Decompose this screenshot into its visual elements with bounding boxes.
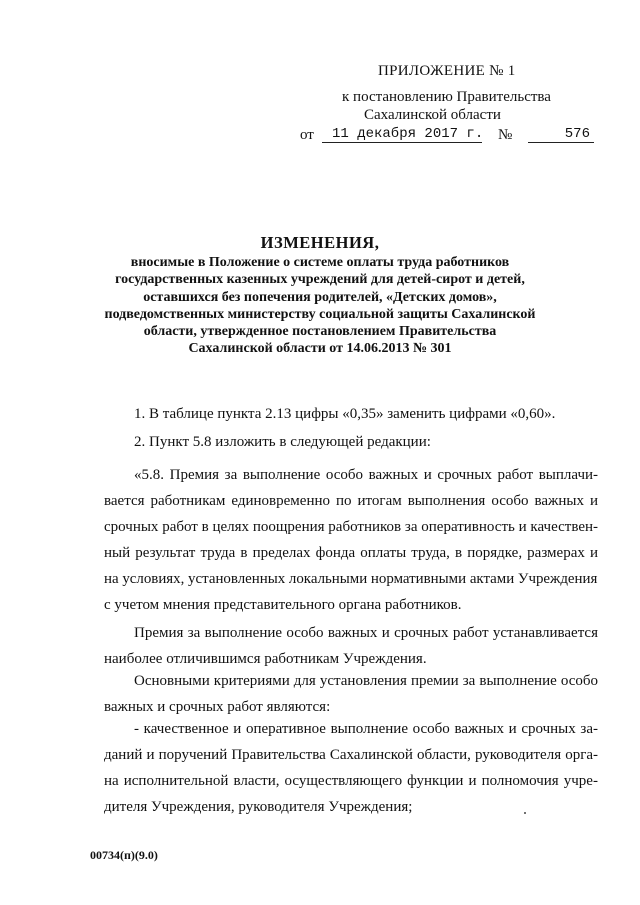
paragraph-5 — [104, 668, 598, 720]
line-text: на условиях, установленных локальными нормативными актами Учреждения — [104, 571, 598, 587]
line-text: важных и срочных работ являются: — [104, 699, 331, 715]
number-value: 576 — [528, 126, 594, 143]
line-text: наиболее отличившимся работникам Учреждения. — [104, 651, 427, 667]
paragraph-line — [104, 794, 598, 820]
heading-line: вносимые в Положение о системе оплаты труда работников — [130, 255, 510, 270]
appendix-title: ПРИЛОЖЕНИЕ № 1 — [378, 63, 516, 79]
heading-line: подведомственных министерству социальной защиты Сахалинской — [104, 306, 536, 322]
appendix-line-1: к постановлению Правительства — [342, 89, 551, 105]
paragraph-line — [104, 742, 598, 768]
heading-line: области, утвержденное постановлением Правительства — [143, 324, 497, 340]
heading-line: Сахалинской области от 14.06.2013 № 301 — [188, 341, 452, 357]
line-text: на исполнительной власти, осуществляющего функции и полномочия учре- — [104, 773, 598, 789]
date-prefix: от — [300, 127, 314, 143]
paragraph-1: 1. В таблице пункта 2.13 цифры «0,35» заменить цифрами «0,60». — [134, 406, 556, 422]
paragraph-line — [104, 592, 598, 618]
line-text: «5.8. Премия за выполнение особо важных и срочных работ выплачи- — [134, 467, 598, 483]
line-text: вается работникам единовременно по итогам выполнения особо важных и — [104, 493, 598, 509]
line-text: даний и поручений Правительства Сахалинской области, руководителя орга- — [104, 747, 598, 763]
line-text: с учетом мнения представительного органа работников. — [104, 597, 462, 613]
heading-line: оставшихся без попечения родителей, «Детских домов», — [143, 289, 497, 305]
number-sign: № — [498, 127, 513, 143]
heading-line: государственных казенных учреждений для детей-сирот и детей, — [115, 272, 525, 288]
line-text: срочных работ в целях поощрения работников за оперативность и качествен- — [104, 519, 598, 535]
paragraph-line — [104, 620, 598, 646]
line-text: Премия за выполнение особо важных и срочных работ устанавливается — [134, 625, 598, 641]
line-text: Основными критериями для установления премии за выполнение особо — [134, 673, 598, 689]
paragraph-line — [104, 488, 598, 514]
paragraph-line — [104, 514, 598, 540]
paragraph-line — [104, 768, 598, 794]
footer-code: 00734(п)(9.0) — [90, 848, 158, 862]
document-heading — [80, 232, 560, 358]
paragraph-line — [104, 668, 598, 694]
date-value: 11 декабря 2017 г. — [322, 126, 482, 143]
line-text: дителя Учреждения, руководителя Учреждения; — [104, 799, 413, 815]
paragraph-4 — [104, 620, 598, 672]
paragraph-3 — [104, 462, 598, 618]
heading-title: ИЗМЕНЕНИЯ, — [260, 233, 380, 252]
paragraph-line — [104, 566, 598, 592]
date-number-row — [300, 126, 600, 146]
paragraph-2: 2. Пункт 5.8 изложить в следующей редакции: — [134, 434, 431, 450]
paragraph-line — [104, 462, 598, 488]
paragraph-line — [104, 716, 598, 742]
paragraph-6 — [104, 716, 598, 820]
appendix-line-2: Сахалинской области — [364, 107, 501, 123]
line-text: - качественное и оперативное выполнение особо важных и срочных за- — [134, 721, 598, 737]
paragraph-line — [104, 540, 598, 566]
line-text: ный результат труда в пределах фонда оплаты труда, в порядке, размерах и — [104, 545, 598, 561]
scan-speck — [524, 812, 526, 814]
